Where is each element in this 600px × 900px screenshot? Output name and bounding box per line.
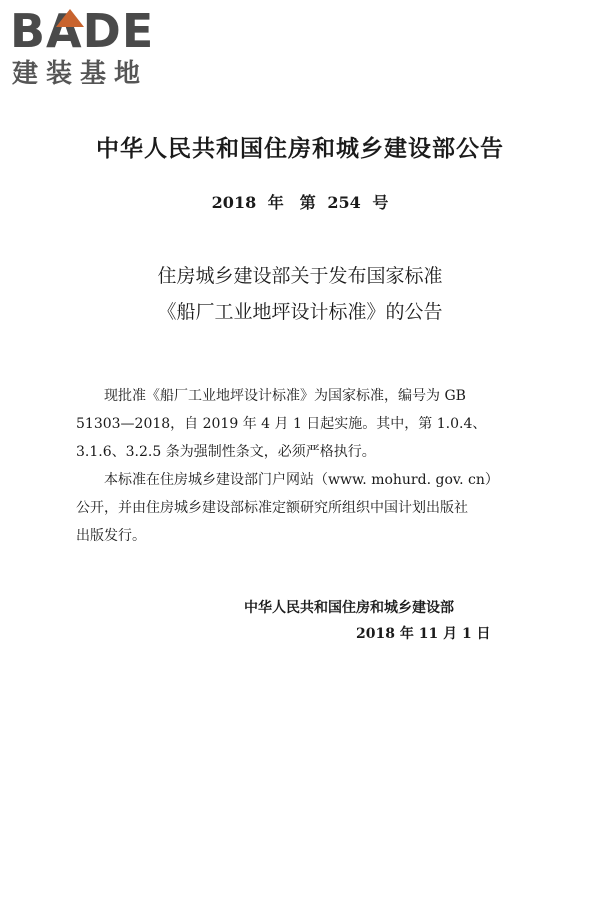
issuer-signature: 中华人民共和国住房和城乡建设部 [244, 600, 454, 616]
issue-date: 2018 年 11 月 1 日 [356, 626, 491, 642]
logo-wordmark: BADE [10, 4, 155, 58]
bade-logo [10, 6, 180, 98]
paragraph-approval [76, 382, 542, 466]
paragraph-line: 现批准《船厂工业地坪设计标准》为国家标准，编号为 GB [104, 388, 466, 404]
document-number: 2018 年 第 254 号 [211, 193, 389, 212]
notice-title-line2: 《船厂工业地坪设计标准》的公告 [157, 301, 443, 323]
notice-body [76, 382, 542, 550]
page-title: 中华人民共和国住房和城乡建设部公告 [96, 136, 504, 162]
logo-accent-triangle-icon [56, 9, 84, 27]
paragraph-line: 本标准在住房城乡建设部门户网站（www. mohurd. gov. cn） [104, 472, 499, 488]
logo-subtitle: 建装基地 [12, 59, 149, 89]
paragraph-publication [76, 466, 542, 550]
paragraph-line: 3.1.6、3.2.5 条为强制性条文，必须严格执行。 [76, 444, 376, 460]
paragraph-line: 51303—2018，自 2019 年 4 月 1 日起实施。其中，第 1.0.4、 [76, 416, 487, 432]
notice-title-line1: 住房城乡建设部关于发布国家标准 [157, 265, 443, 287]
notice-title [0, 258, 600, 330]
paragraph-line: 公开，并由住房城乡建设部标准定额研究所组织中国计划出版社 [76, 500, 468, 516]
paragraph-line: 出版发行。 [76, 528, 146, 544]
